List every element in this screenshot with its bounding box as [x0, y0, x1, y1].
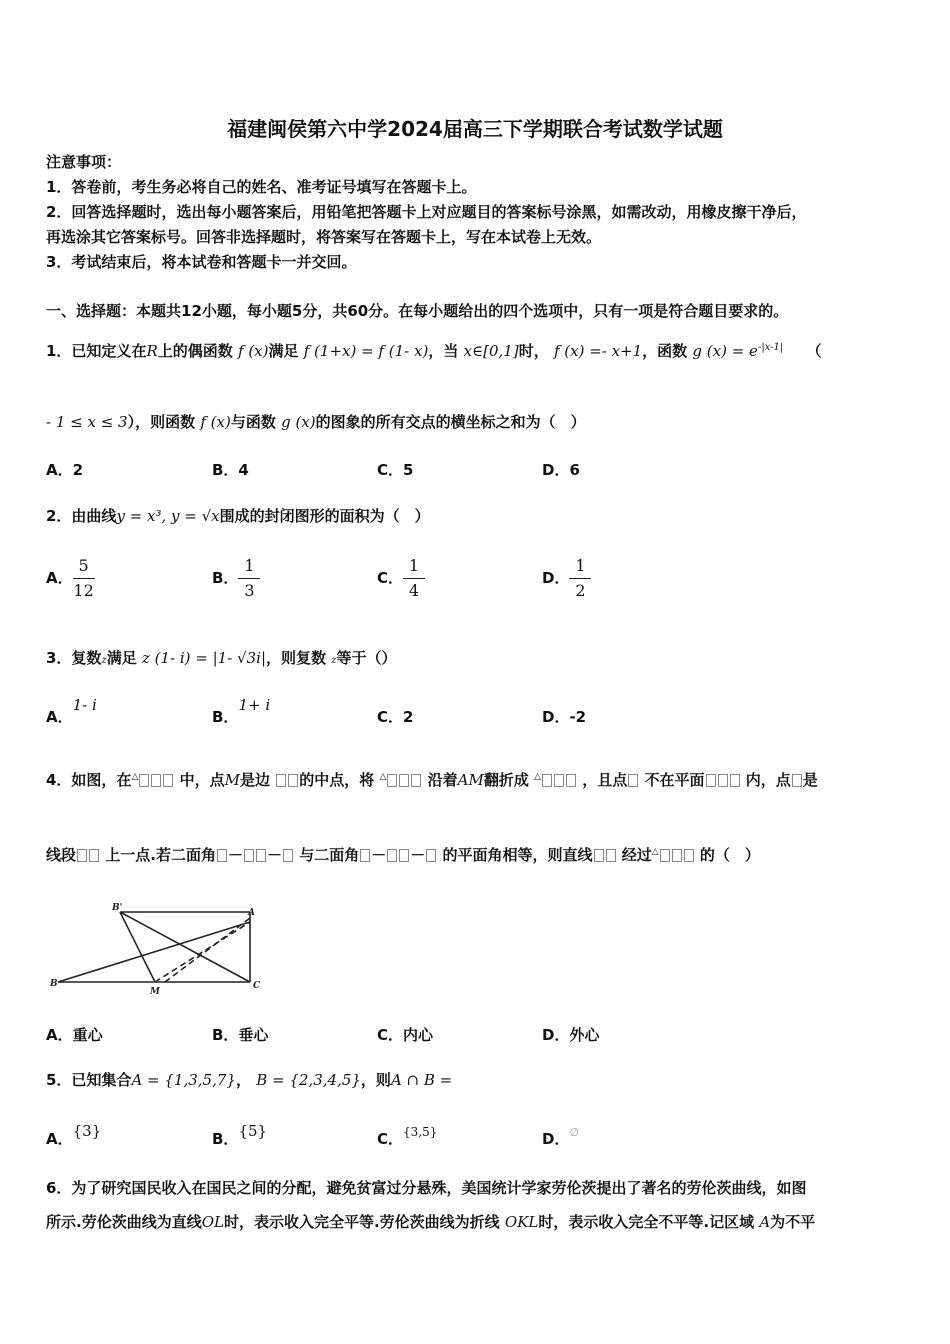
notes-heading: 注意事项：: [46, 153, 122, 171]
question-4-line-1: 4．如图，在△ 中，点M是边 的中点，将 △ 沿着AM翻折成 △ ，且点 不在平面 内，点 是: [46, 771, 818, 789]
q4-option-b: B．垂心: [212, 1026, 269, 1044]
edge-bprime-c: [120, 912, 250, 982]
q5-option-c: C．$^{\{3,5\}}$: [377, 1125, 438, 1148]
q2-option-d: D． $\frac{1}{2}$: [542, 556, 591, 601]
label-m: M: [150, 987, 160, 997]
q5-option-a: A．{3}: [46, 1122, 102, 1148]
label-bprime: B': [112, 903, 123, 913]
q2-option-b: B． $\frac{1}{3}$: [212, 556, 260, 601]
section-heading: 一、选择题：本题共12小题，每小题5分，共60分。在每小题给出的四个选项中，只有一项是符合题目要求的。: [46, 302, 789, 320]
edge-m-a-dashed: [155, 922, 250, 982]
question-3: 3．复数z满足 z (1- i) = |1- √3i|，则复数 z等于（）: [46, 649, 397, 667]
edge-fold-dashed: [165, 918, 250, 982]
question-6-line-1: 6．为了研究国民收入在国民之间的分配，避免贫富过分悬殊，美国统计学家劳伦茨提出了著名的劳伦茨曲线，如图: [46, 1179, 807, 1197]
question-1-line-2: - 1 ≤ x ≤ 3），则函数 f (x)与函数 g (x)的图象的所有交点的横坐标之和为（ ）: [46, 413, 586, 431]
question-2: 2．由曲线y = x³, y = √x围成的封闭图形的面积为（ ）: [46, 507, 430, 525]
q4-option-a: A．重心: [46, 1026, 103, 1044]
notes-item-2b: 再选涂其它答案标号。回答非选择题时，将答案写在答题卡上，写在本试卷上无效。: [46, 228, 602, 246]
edge-bprime-m: [120, 912, 155, 982]
q1-option-b: B．4: [212, 461, 249, 479]
q3-option-c: C．2: [377, 708, 414, 726]
q2-option-c: C． $\frac{1}{4}$: [377, 556, 425, 601]
notes-item-1: 1．答卷前，考生务必将自己的姓名、准考证号填写在答题卡上。: [46, 178, 477, 196]
fold-triangle-figure: [40, 900, 270, 1000]
notes-item-3: 3．考试结束后，将本试卷和答题卡一并交回。: [46, 253, 357, 271]
q5-option-d: D．∅: [542, 1126, 580, 1148]
q1-option-c: C．5: [377, 461, 414, 479]
question-5: 5．已知集合A = {1,3,5,7}， B = {2,3,4,5}，则A ∩ B =: [46, 1071, 453, 1089]
q5-option-b: B．{5}: [212, 1122, 268, 1148]
q3-option-d: D．-2: [542, 708, 587, 726]
q4-option-d: D．外心: [542, 1026, 600, 1044]
question-6-line-2: 所示.劳伦茨曲线为直线OL时，表示收入完全平等.劳伦茨曲线为折线 OKL时，表示收入完全不平等.记区域 A为不平: [46, 1213, 816, 1231]
label-b: B: [50, 979, 58, 989]
q1-option-d: D．6: [542, 461, 580, 479]
q2-option-a: A． $\frac{5}{12}$: [46, 556, 94, 600]
question-4-line-2: 线段 上一点.若二面角 － － 与二面角 － － 的平面角相等，则直线 经过△ 的（ ）: [46, 846, 760, 864]
label-a: A: [248, 908, 255, 918]
label-c: C: [253, 981, 261, 991]
question-1-line-1: 1．已知定义在R上的偶函数 f (x)满足 f (1+x) = f (1- x)，当 x∈[0,1]时， f (x) =- x+1，函数 g $(x) = e^{-|x-1|}$ （: [46, 342, 822, 360]
q1-option-a: A．2: [46, 461, 84, 479]
q3-option-b: B．1+ i: [212, 696, 271, 726]
notes-item-2a: 2．回答选择题时，选出每小题答案后，用铅笔把答题卡上对应题目的答案标号涂黑，如需改动，用橡皮擦干净后，: [46, 203, 807, 221]
q4-option-c: C．内心: [377, 1026, 434, 1044]
q3-option-a: A．1- i: [46, 696, 97, 726]
page-title: 福建闽侯第六中学2024届高三下学期联合考试数学试题: [227, 117, 723, 141]
